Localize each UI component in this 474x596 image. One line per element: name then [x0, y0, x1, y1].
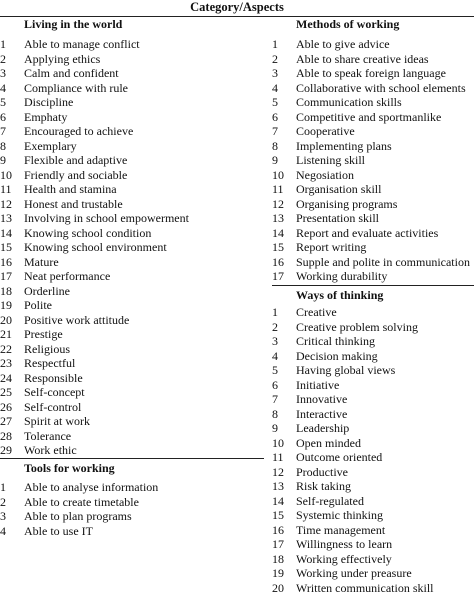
aspect-label: Collaborative with school elements — [296, 80, 466, 95]
aspect-number: 4 — [272, 80, 278, 95]
aspect-row — [272, 494, 474, 509]
aspect-row — [0, 480, 264, 495]
aspect-label: Report writing — [296, 240, 367, 254]
aspect-label: Listening skill — [296, 153, 365, 167]
aspect-row — [272, 153, 474, 168]
section-title-tools-for-working: Tools for working — [24, 461, 115, 475]
aspect-label: Self-concept — [24, 385, 85, 399]
aspect-number: 13 — [0, 211, 12, 225]
aspect-row — [0, 182, 264, 197]
aspect-number: 11 — [272, 182, 284, 196]
aspect-number: 7 — [0, 124, 6, 138]
aspect-label: Health and stamina — [24, 182, 117, 196]
section-divider — [272, 285, 474, 286]
aspect-number: 2 — [0, 51, 6, 66]
aspect-number: 1 — [0, 37, 6, 51]
aspect-number: 12 — [272, 196, 284, 211]
aspect-number: 9 — [272, 421, 278, 435]
aspect-row — [0, 66, 264, 81]
aspect-label: Systemic thinking — [296, 508, 383, 522]
aspect-number: 13 — [272, 479, 284, 493]
aspect-label: Supple and polite in communication — [296, 254, 470, 269]
aspect-number: 14 — [272, 493, 284, 508]
aspect-number: 8 — [272, 406, 278, 421]
aspect-label: Having global views — [296, 363, 396, 377]
aspect-label: Able to use IT — [24, 523, 93, 538]
aspect-row — [272, 110, 474, 125]
aspect-label: Prestige — [24, 327, 63, 341]
aspect-number: 2 — [272, 51, 278, 66]
right-column — [272, 0, 474, 596]
aspect-label: Organising programs — [296, 196, 398, 211]
aspect-number: 25 — [0, 385, 12, 399]
aspect-number: 16 — [272, 522, 284, 537]
aspect-row — [272, 305, 474, 320]
aspect-label: Presentation skill — [296, 211, 379, 225]
aspect-row — [272, 168, 474, 183]
aspect-number: 2 — [0, 494, 6, 509]
aspect-label: Exemplary — [24, 138, 77, 153]
aspect-label: Self-control — [24, 399, 82, 414]
aspect-number: 3 — [0, 509, 6, 523]
aspect-row — [272, 66, 474, 81]
aspect-label: Cooperative — [296, 124, 355, 138]
aspect-row — [0, 385, 264, 400]
aspect-row — [0, 284, 264, 299]
aspect-label: Initiative — [296, 377, 340, 392]
aspect-label: Working effectively — [296, 551, 392, 566]
aspect-label: Positive work attitude — [24, 312, 130, 327]
aspect-row — [0, 52, 264, 67]
aspect-label: Organisation skill — [296, 182, 382, 196]
section-divider — [0, 458, 264, 459]
aspect-number: 10 — [272, 167, 284, 182]
aspect-number: 2 — [272, 319, 278, 334]
aspect-number: 1 — [272, 37, 278, 51]
aspect-row — [0, 495, 264, 510]
aspect-row — [0, 81, 264, 96]
aspect-row — [272, 537, 474, 552]
aspect-number: 5 — [0, 95, 6, 109]
aspect-label: Self-regulated — [296, 493, 364, 508]
aspect-number: 6 — [272, 377, 278, 392]
aspect-number: 12 — [0, 196, 12, 211]
aspect-number: 7 — [272, 124, 278, 138]
aspect-row — [0, 414, 264, 429]
aspect-label: Implementing plans — [296, 138, 392, 153]
aspect-row — [0, 197, 264, 212]
aspect-row — [0, 240, 264, 255]
aspect-row — [0, 37, 264, 52]
aspect-label: Knowing school condition — [24, 225, 152, 240]
aspect-label: Responsible — [24, 370, 83, 385]
aspect-row — [0, 509, 264, 524]
aspect-row — [272, 450, 474, 465]
aspect-number: 15 — [272, 240, 284, 254]
aspect-label: Productive — [296, 464, 348, 479]
aspect-number: 1 — [0, 480, 6, 494]
aspect-number: 5 — [272, 95, 278, 109]
aspect-label: Respectful — [24, 356, 76, 370]
aspect-number: 27 — [0, 414, 12, 428]
aspect-number: 11 — [0, 182, 12, 196]
aspect-row — [0, 124, 264, 139]
aspect-number: 11 — [272, 450, 284, 464]
aspect-row — [0, 298, 264, 313]
aspect-row — [272, 508, 474, 523]
aspect-number: 7 — [272, 392, 278, 406]
aspect-row — [0, 327, 264, 342]
aspect-row — [0, 429, 264, 444]
aspect-row — [0, 110, 264, 125]
aspect-row — [272, 226, 474, 241]
aspect-row — [272, 95, 474, 110]
aspect-row — [0, 211, 264, 226]
section-title-methods-of-working: Methods of working — [296, 17, 400, 31]
aspect-label: Emphaty — [24, 109, 68, 124]
aspect-label: Applying ethics — [24, 51, 101, 66]
aspect-number: 9 — [272, 153, 278, 167]
aspect-row — [272, 269, 474, 284]
aspect-number: 8 — [272, 138, 278, 153]
aspect-label: Work ethic — [24, 443, 77, 457]
aspect-label: Able to plan programs — [24, 509, 132, 523]
aspect-row — [272, 197, 474, 212]
aspect-number: 10 — [272, 435, 284, 450]
aspect-number: 16 — [272, 254, 284, 269]
aspect-number: 3 — [272, 334, 278, 348]
aspect-row — [0, 313, 264, 328]
aspect-row — [272, 421, 474, 436]
aspect-label: Knowing school environment — [24, 240, 167, 254]
section-title-living-in-the-world: Living in the world — [24, 17, 123, 31]
aspect-label: Open minded — [296, 435, 361, 450]
aspect-row — [272, 349, 474, 364]
aspect-label: Critical thinking — [296, 334, 375, 348]
aspect-number: 17 — [0, 269, 12, 283]
aspect-label: Mature — [24, 254, 59, 269]
aspect-label: Time management — [296, 522, 386, 537]
aspect-number: 17 — [272, 537, 284, 551]
aspect-label: Decision making — [296, 348, 378, 363]
aspect-label: Innovative — [296, 392, 348, 406]
aspect-row — [0, 153, 264, 168]
aspect-label: Flexible and adaptive — [24, 153, 128, 167]
aspect-number: 18 — [0, 283, 12, 298]
aspect-number: 22 — [0, 341, 12, 356]
aspect-row — [272, 52, 474, 67]
aspect-row — [0, 524, 264, 539]
aspect-number: 15 — [0, 240, 12, 254]
aspect-number: 4 — [272, 348, 278, 363]
aspect-label: Orderline — [24, 283, 70, 298]
aspect-row — [272, 182, 474, 197]
aspect-number: 3 — [272, 66, 278, 80]
aspect-number: 18 — [272, 551, 284, 566]
aspect-number: 8 — [0, 138, 6, 153]
aspect-row — [0, 371, 264, 386]
aspect-number: 10 — [0, 167, 12, 182]
aspect-label: Competitive and sportmanlike — [296, 109, 442, 124]
aspect-row — [272, 392, 474, 407]
section-title-ways-of-thinking: Ways of thinking — [296, 288, 384, 302]
aspect-row — [272, 334, 474, 349]
aspect-label: Report and evaluate activities — [296, 225, 439, 240]
aspect-label: Polite — [24, 298, 53, 312]
aspect-row — [272, 407, 474, 422]
aspect-number: 12 — [272, 464, 284, 479]
aspect-row — [272, 363, 474, 378]
aspect-label: Able to create timetable — [24, 494, 139, 509]
aspect-row — [272, 552, 474, 567]
aspect-label: Working durability — [296, 269, 388, 283]
aspect-label: Able to speak foreign language — [296, 66, 446, 80]
aspect-row — [272, 436, 474, 451]
aspect-row — [272, 566, 474, 581]
aspect-label: Risk taking — [296, 479, 352, 493]
aspect-row — [0, 226, 264, 241]
aspect-row — [272, 523, 474, 538]
aspect-number: 19 — [272, 566, 284, 580]
aspect-number: 28 — [0, 428, 12, 443]
aspect-label: Calm and confident — [24, 66, 119, 80]
aspect-label: Encouraged to achieve — [24, 124, 134, 138]
aspect-label: Religious — [24, 341, 71, 356]
aspect-label: Friendly and sociable — [24, 167, 128, 182]
aspect-label: Willingness to learn — [296, 537, 393, 551]
aspect-number: 24 — [0, 370, 12, 385]
aspect-label: Tolerance — [24, 428, 72, 443]
aspect-number: 3 — [0, 66, 6, 80]
aspect-row — [0, 443, 264, 458]
aspect-row — [272, 465, 474, 480]
aspect-row — [0, 139, 264, 154]
aspect-row — [272, 479, 474, 494]
aspect-label: Communication skills — [296, 95, 402, 109]
aspect-row — [0, 356, 264, 371]
aspect-number: 20 — [272, 580, 284, 595]
aspect-number: 26 — [0, 399, 12, 414]
aspect-number: 6 — [272, 109, 278, 124]
table-heading: Category/Aspects — [190, 0, 284, 14]
aspect-row — [0, 255, 264, 270]
aspect-number: 19 — [0, 298, 12, 312]
aspect-label: Compliance with rule — [24, 80, 128, 95]
aspect-label: Working under preasure — [296, 566, 412, 580]
aspect-label: Honest and trustable — [24, 196, 123, 211]
aspect-row — [272, 139, 474, 154]
aspect-row — [0, 342, 264, 357]
aspect-row — [272, 240, 474, 255]
aspect-number: 20 — [0, 312, 12, 327]
aspect-number: 1 — [272, 305, 278, 319]
aspect-row — [272, 320, 474, 335]
aspect-label: Able to analyse information — [24, 480, 159, 494]
aspect-label: Negosiation — [296, 167, 354, 182]
aspect-row — [272, 581, 474, 596]
aspect-number: 14 — [272, 225, 284, 240]
aspect-number: 16 — [0, 254, 12, 269]
aspect-row — [272, 124, 474, 139]
aspect-row — [272, 37, 474, 52]
aspect-label: Leadership — [296, 421, 350, 435]
aspect-row — [272, 211, 474, 226]
aspect-number: 17 — [272, 269, 284, 283]
aspect-number: 21 — [0, 327, 12, 341]
aspect-label: Involving in school empowerment — [24, 211, 189, 225]
aspect-row — [0, 95, 264, 110]
aspect-number: 14 — [0, 225, 12, 240]
aspect-label: Creative — [296, 305, 337, 319]
aspect-row — [272, 81, 474, 96]
aspect-number: 23 — [0, 356, 12, 370]
aspect-number: 4 — [0, 523, 6, 538]
aspect-row — [272, 255, 474, 270]
aspect-number: 6 — [0, 109, 6, 124]
aspect-label: Neat performance — [24, 269, 111, 283]
aspect-label: Able to give advice — [296, 37, 390, 51]
aspect-label: Creative problem solving — [296, 319, 418, 334]
aspect-number: 4 — [0, 80, 6, 95]
aspect-number: 9 — [0, 153, 6, 167]
aspect-label: Interactive — [296, 406, 348, 421]
aspect-label: Able to share creative ideas — [296, 51, 429, 66]
aspect-row — [0, 168, 264, 183]
aspect-number: 29 — [0, 443, 12, 457]
aspect-label: Outcome oriented — [296, 450, 383, 464]
aspect-label: Able to manage conflict — [24, 37, 140, 51]
aspect-number: 13 — [272, 211, 284, 225]
aspect-number: 5 — [272, 363, 278, 377]
aspect-row — [0, 269, 264, 284]
aspect-label: Spirit at work — [24, 414, 90, 428]
aspect-label: Written communication skill — [296, 580, 434, 595]
aspect-label: Discipline — [24, 95, 74, 109]
aspect-row — [0, 400, 264, 415]
aspect-row — [272, 378, 474, 393]
aspect-number: 15 — [272, 508, 284, 522]
